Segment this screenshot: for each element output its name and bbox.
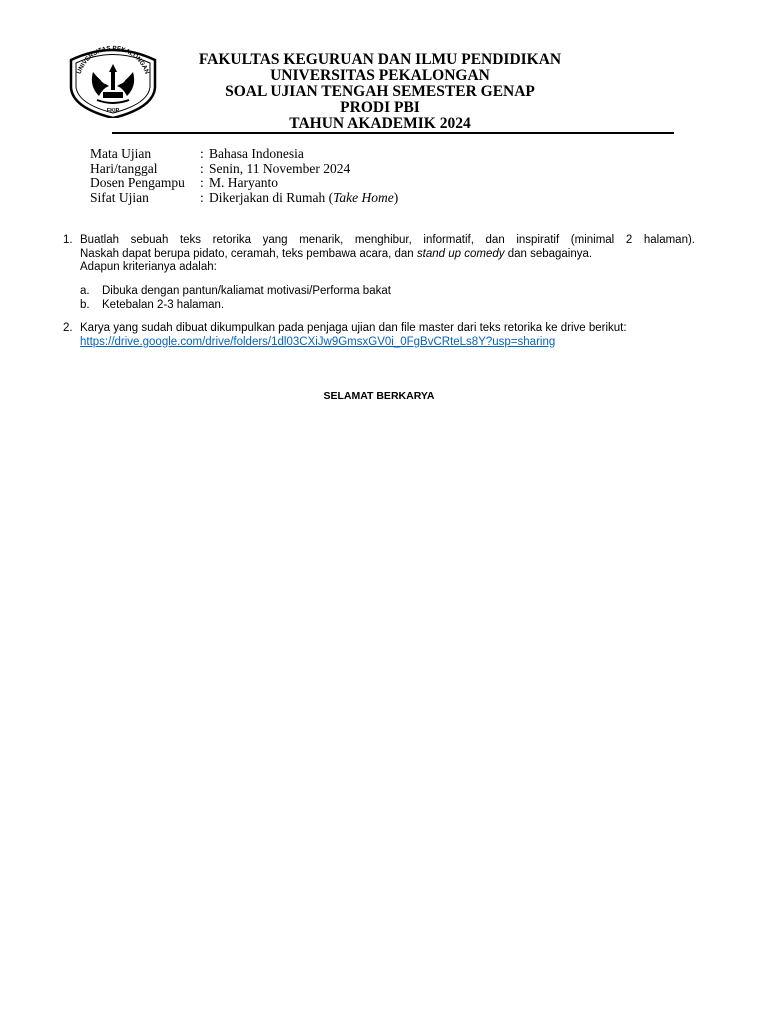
info-separator: :	[200, 160, 204, 176]
closing-text: SELAMAT BERKARYA	[323, 390, 435, 402]
info-value: M. Haryanto	[209, 175, 278, 190]
criteria-text: Dibuka dengan pantun/kaliamat motivasi/Performa bakat	[102, 285, 391, 297]
question-number: 2.	[63, 322, 73, 334]
question-number: 1.	[63, 234, 73, 246]
university-logo	[63, 42, 163, 118]
info-value-italic: Take Home	[333, 189, 394, 205]
question-text: Buatlah sebuah teks retorika yang menarik, menghibur, informatif, dan inspiratif (minimal 2 halaman).	[80, 234, 695, 246]
info-label: Mata Ujian	[90, 146, 152, 161]
question-text: Naskah dapat berupa pidato, ceramah, teks pembawa acara, dan stand up comedy dan sebagainya.	[80, 247, 593, 260]
question-1	[63, 234, 695, 275]
header-university: UNIVERSITAS PEKALONGAN	[270, 67, 490, 84]
info-separator: :	[200, 189, 204, 205]
info-value: Dikerjakan di Rumah (Take Home)	[209, 189, 399, 205]
info-separator: :	[200, 146, 204, 161]
info-label: Hari/tanggal	[90, 160, 158, 176]
info-value: Bahasa Indonesia	[209, 146, 304, 161]
info-label: Sifat Ujian	[90, 189, 149, 205]
info-separator: :	[200, 175, 204, 190]
criteria-letter: a.	[80, 285, 90, 297]
info-row-lecturer	[90, 176, 398, 191]
question-text: Adapun kriterianya adalah:	[80, 261, 217, 273]
header-divider	[112, 132, 674, 134]
info-row-date	[90, 162, 398, 177]
header-exam-title: SOAL UJIAN TENGAH SEMESTER GENAP	[225, 83, 535, 100]
info-label: Dosen Pengampu	[90, 175, 185, 190]
question-text: Karya yang sudah dibuat dikumpulkan pada penjaga ujian dan file master dari teks retorika ke drive berikut:	[80, 322, 627, 334]
info-row-subject	[90, 147, 398, 162]
info-row-exam-type	[90, 191, 398, 206]
criteria-text: Ketebalan 2-3 halaman.	[102, 299, 225, 311]
question-italic-text: stand up comedy	[416, 247, 505, 260]
info-value: Senin, 11 November 2024	[209, 160, 351, 176]
logo-bottom-text: FKIP	[106, 108, 120, 114]
drive-link[interactable]: https://drive.google.com/drive/folders/1dl03CXiJw9GmsxGV0i_0FgBvCRteLs8Y?usp=sharing	[80, 335, 556, 348]
header-faculty: FAKULTAS KEGURUAN DAN ILMU PENDIDIKAN	[198, 51, 562, 68]
logo-ring-text: UNIVERSITAS PEKALONGAN	[75, 44, 151, 75]
document-header	[150, 52, 610, 132]
criteria-letter: b.	[80, 299, 90, 311]
header-program: PRODI PBI	[340, 99, 420, 116]
exam-info	[90, 147, 398, 205]
criteria-item	[80, 285, 391, 299]
criteria-item	[80, 299, 224, 313]
header-academic-year: TAHUN AKADEMIK 2024	[289, 115, 471, 132]
question-2	[63, 322, 695, 349]
